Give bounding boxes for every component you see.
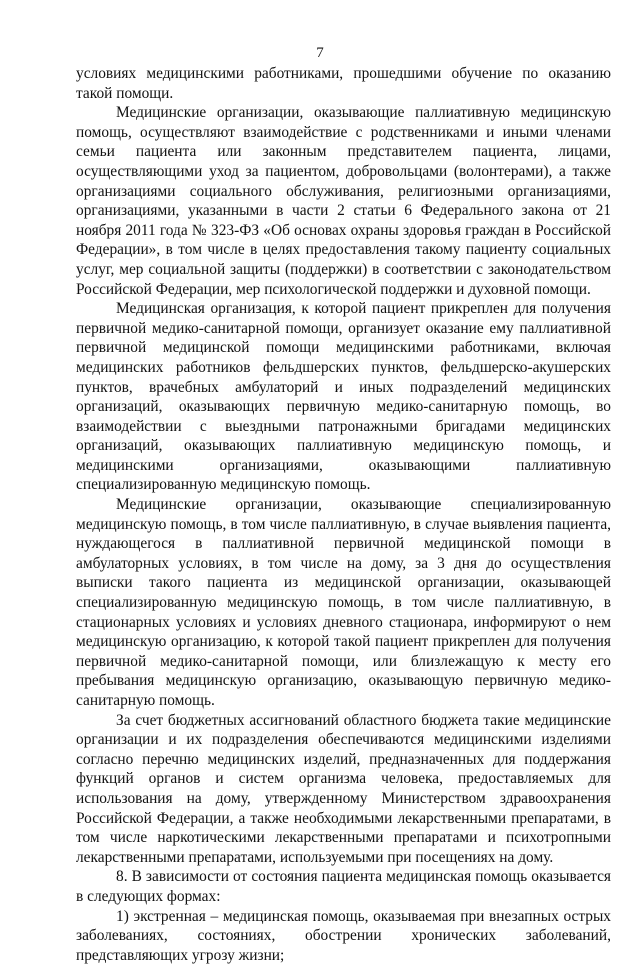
document-body (76, 64, 611, 965)
page-number: 7 (316, 45, 324, 61)
paragraph-interaction: Медицинские организации, оказывающие паллиативную медицинскую помощь, осуществляют взаимодействие с родственниками и иными членами семьи пациента или законным представителем пациента, лицами, осуществляющими уход за пациентом, добровольцами (волонтерами), а также организациями социального обслуживания, религиозными организациями, организациями, указанными в части 2 статьи 6 Федерального закона от 21 ноября 2011 года № 323-ФЗ «Об основах охраны здоровья граждан в Российской Федерации», в том числе в целях предоставления такому пациенту социальных услуг, мер социальной защиты (поддержки) в соответствии с законодательством Российской Федерации, мер психологической поддержки и духовной помощи. (76, 104, 611, 298)
paragraph-item-8: 8. В зависимости от состояния пациента медицинская помощь оказывается в следующих формах: (76, 868, 611, 905)
paragraph-item-8-1: 1) экстренная – медицинская помощь, оказываемая при внезапных острых заболеваниях, состояниях, обострении хронических заболеваний, представляющих угрозу жизни; (76, 907, 611, 964)
paragraph-specialized-care: Медицинские организации, оказывающие специализированную медицинскую помощь, в том числе паллиативную, в случае выявления пациента, нуждающегося в паллиативной первичной медицинской помощи в амбулаторных условиях, в том числе на дому, за 3 дня до осуществления выписки такого пациента из медицинской организации, оказывающей специализированную медицинскую помощь, в том числе паллиативную, в стационарных условиях и условиях дневного стационара, информируют о нем медицинскую организацию, к которой такой пациент прикреплен для получения первичной медико-санитарной помощи, или близлежащую к месту его пребывания медицинскую организацию, оказывающую первичную медико-санитарную помощь. (76, 496, 611, 709)
paragraph-continuation: условиях медицинскими работниками, прошедшими обучение по оказанию такой помощи. (76, 65, 611, 102)
paragraph-budget: За счет бюджетных ассигнований областного бюджета такие медицинские организации и их подразделения обеспечиваются медицинскими изделиями согласно перечню медицинских изделий, предназначенных для поддержания функций органов и систем организма человека, предоставляемых для использования на дому, утвержденному Министерством здравоохранения Российской Федерации, а также необходимыми лекарственными препаратами, в том числе наркотическими лекарственными препаратами и психотропными лекарственными препаратами, используемыми при посещениях на дому. (76, 711, 611, 866)
paragraph-primary-care: Медицинская организация, к которой пациент прикреплен для получения первичной медико-санитарной помощи, организует оказание ему паллиативной первичной медицинской помощи медицинскими работниками, включая медицинских работников фельдшерских пунктов, фельдшерско-акушерских пунктов, врачебных амбулаторий и иных подразделений медицинских организаций, оказывающих первичную медико-санитарную помощь, во взаимодействии с выездными патронажными бригадами медицинских организаций, оказывающих паллиативную медицинскую помощь, и медицинскими организациями, оказывающими паллиативную специализированную медицинскую помощь. (76, 300, 611, 494)
